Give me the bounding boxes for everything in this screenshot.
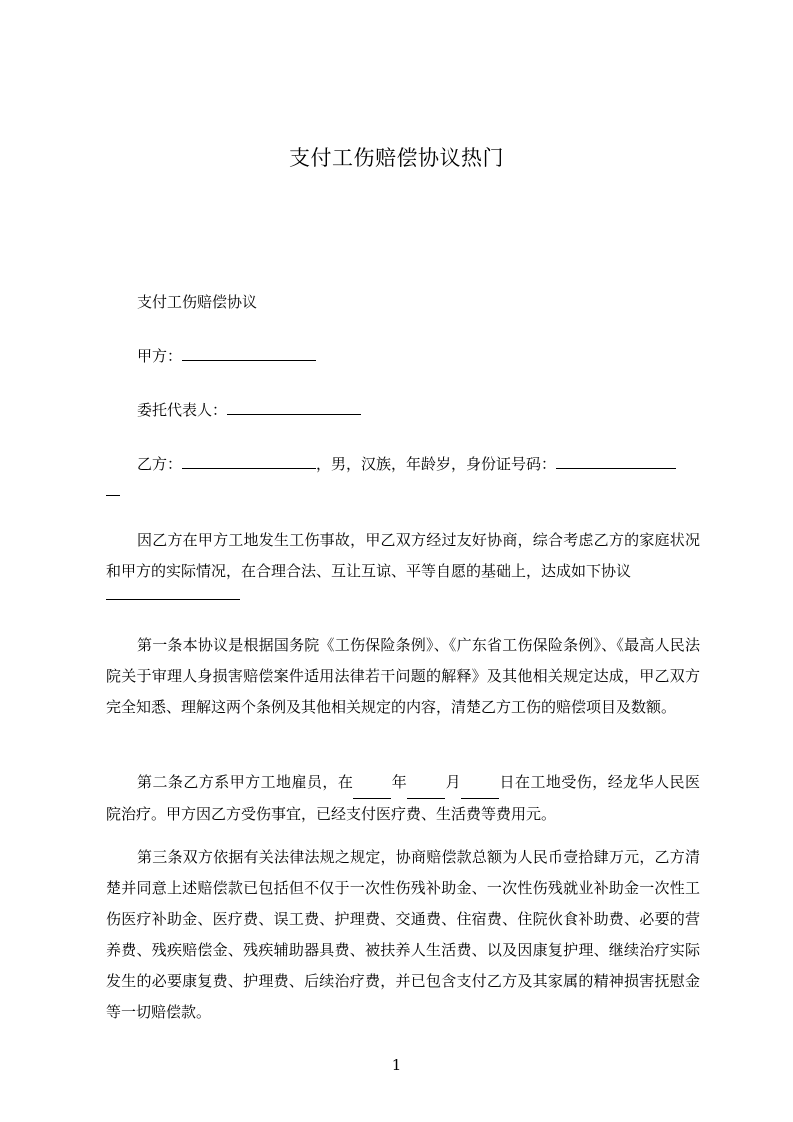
agent-line	[137, 399, 361, 420]
party-a-blank	[182, 346, 316, 361]
party-b-line	[137, 453, 676, 474]
document-title: 支付工伤赔偿协议热门	[289, 146, 504, 170]
intro-paragraph: 因乙方在甲方工地发生工伤事故，甲乙双方经过友好协商，综合考虑乙方的家庭状况和甲方的实际情况，在合理合法、互让互谅、平等自愿的基础上，达成如下协议	[106, 531, 700, 580]
article-2-year: 年	[391, 773, 408, 791]
agent-label: 委托代表人：	[137, 401, 228, 419]
party-b-label: 乙方：	[137, 455, 183, 473]
article-2	[106, 767, 700, 830]
intro-blank	[106, 599, 240, 600]
article-2-month: 月	[445, 773, 462, 791]
party-a-label: 甲方：	[137, 347, 183, 365]
party-b-id-blank	[556, 454, 676, 469]
party-a-line	[137, 345, 316, 366]
party-b-id-blank-continued	[106, 495, 120, 496]
article-1: 第一条本协议是根据国务院《工伤保险条例》、《广东省工伤保险条例》、《最高人民法院关于审理人身损害赔偿案件适用法律若干问题的解释》及其他相关规定达成，甲乙双方完全知悉、理解这两个条例及其他相关规定的内容，清楚乙方工伤的赔偿项目及数额。	[106, 636, 700, 716]
party-b-info: ，男，汉族，年龄岁，身份证号码：	[316, 455, 557, 473]
agent-blank	[227, 400, 361, 415]
party-b-name-blank	[182, 454, 316, 469]
article-2-part-1: 第二条乙方系甲方工地雇员，在	[137, 773, 354, 791]
article-3: 第三条双方依据有关法律法规之规定，协商赔偿款总额为人民币壹拾肆万元，乙方清楚并同意上述赔偿款已包括但不仅于一次性伤残补助金、一次性伤残就业补助金一次性工伤医疗补助金、医疗费、误工费、护理费、交通费、住宿费、住院伙食补助费、必要的营养费、残疾赔偿金、残疾辅助器具费、被扶养人生活费、以及因康复护理、继续治疗实际发生的必要康复费、护理费、后续治疗费，并已包含支付乙方及其家属的精神损害抚慰金等一切赔偿款。	[106, 848, 700, 1021]
agreement-subtitle: 支付工伤赔偿协议	[137, 293, 258, 311]
page-number: 1	[391, 1056, 402, 1074]
article-2-part-2: 日在工地受伤，经龙华人民医院治疗。甲方因乙方受伤事宜，已经支付医疗费、生活费等费用元。	[106, 773, 700, 823]
day-blank	[461, 767, 499, 799]
month-blank	[407, 767, 445, 799]
year-blank	[353, 767, 391, 799]
